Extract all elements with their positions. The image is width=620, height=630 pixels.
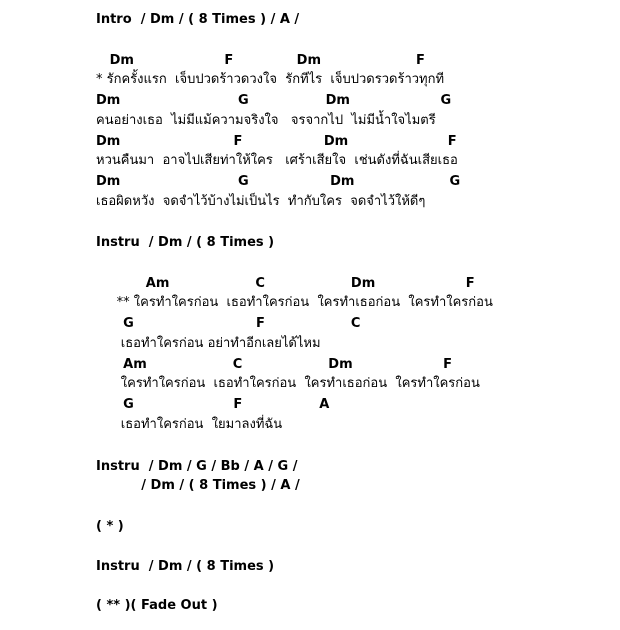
chord-line: Am C Dm F: [96, 276, 475, 291]
lyric-line: ** ใครทำใครก่อน เธอทำใครก่อน ใครทำเธอก่อน ใครทำใครก่อน: [96, 295, 493, 310]
instru-line: Instru / Dm / ( 8 Times ): [96, 235, 275, 250]
chord-line: Dm G Dm G: [96, 93, 452, 108]
chord-line: Dm F Dm F: [96, 53, 425, 68]
lyric-line: ใครทำใครก่อน เธอทำใครก่อน ใครทำเธอก่อน ใครทำใครก่อน: [96, 376, 480, 391]
chord-line: Dm G Dm G: [96, 174, 461, 189]
outro-line: ( ** )( Fade Out ): [96, 598, 218, 613]
instru-line: / Dm / ( 8 Times ) / A /: [96, 478, 300, 493]
instru-line: Instru / Dm / ( 8 Times ): [96, 559, 275, 574]
intro-line: Intro / Dm / ( 8 Times ) / A /: [96, 12, 300, 27]
chord-line: G F C: [96, 316, 361, 331]
repeat-marker: ( * ): [96, 519, 124, 534]
lyric-line: เธอผิดหวัง จดจำไว้บ้างไม่เป็นไร ทำกับใคร จดจำไว้ให้ดีๆ: [96, 194, 426, 209]
chord-line: Am C Dm F: [96, 357, 453, 372]
chord-line: G F A: [96, 397, 330, 412]
lyric-line: คนอย่างเธอ ไม่มีแม้ความจริงใจ จรจากไป ไม่มีน้ำใจไมตรี: [96, 113, 436, 128]
lyric-line: เธอทำใครก่อน ใยมาลงที่ฉัน: [96, 417, 283, 432]
lyric-line: * รักครั้งแรก เจ็บปวดร้าวดวงใจ รักทีไร เจ็บปวดรวดร้าวทุกที: [96, 72, 445, 87]
lyric-line: หวนคืนมา อาจไปเสียท่าให้ใคร เศร้าเสียใจ เช่นดังที่ฉันเสียเธอ: [96, 153, 458, 168]
lyric-line: เธอทำใครก่อน อย่าทำอีกเลยได้ไหม: [96, 336, 321, 351]
chord-line: Dm F Dm F: [96, 134, 457, 149]
instru-line: Instru / Dm / G / Bb / A / G /: [96, 459, 298, 474]
